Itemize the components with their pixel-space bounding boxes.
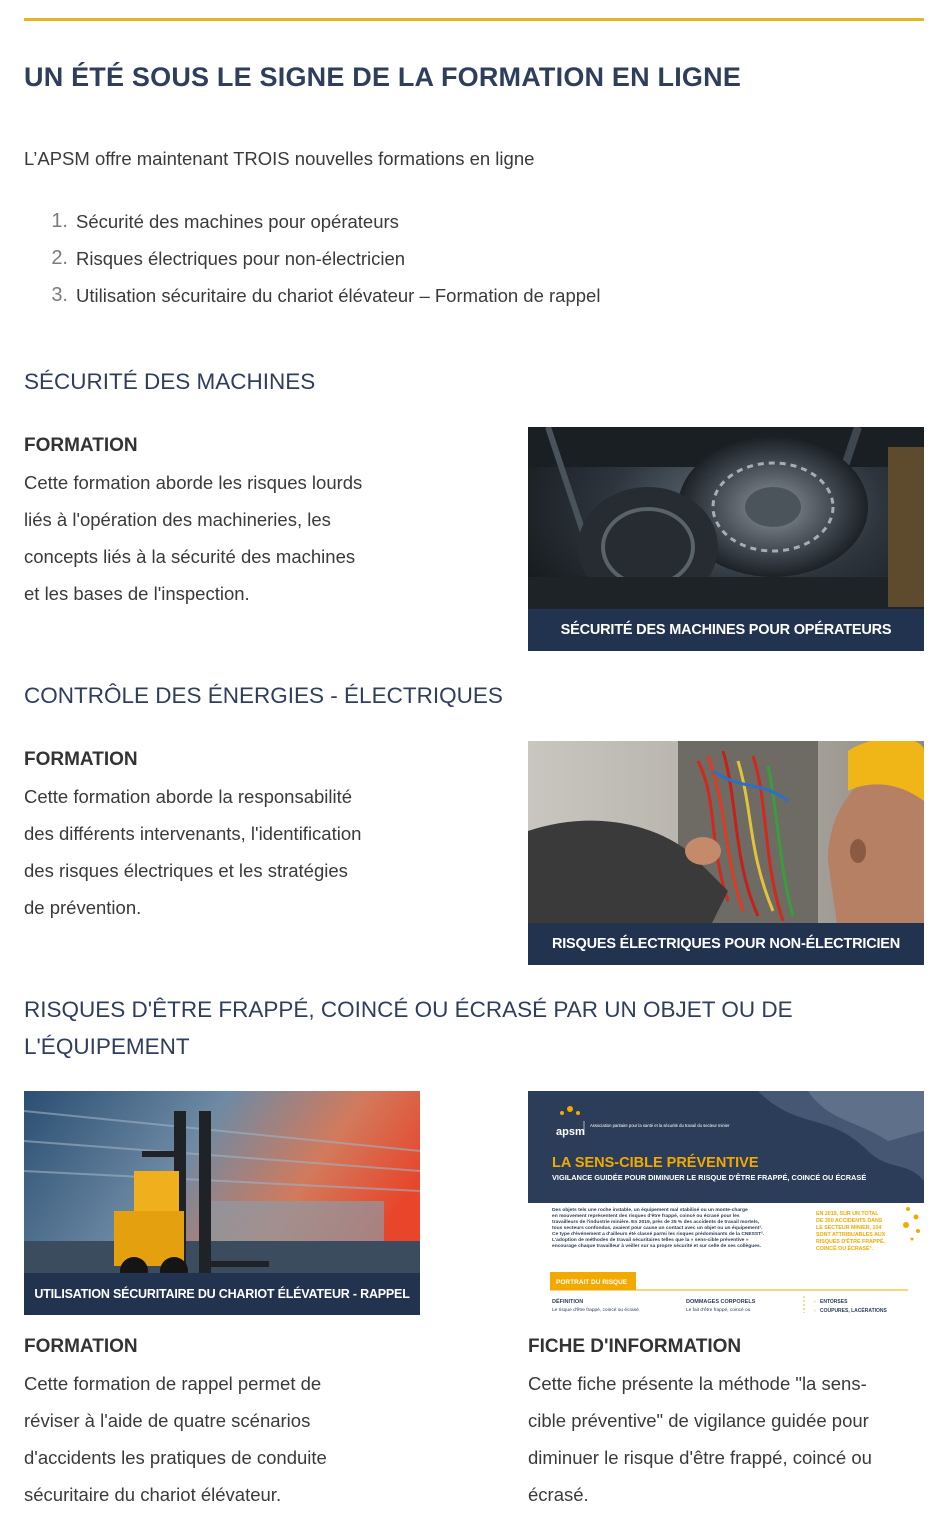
description-forklift	[24, 1365, 327, 1513]
description-line: liés à l'opération des machineries, les	[24, 509, 331, 530]
top-divider	[24, 18, 924, 21]
formation-label-machines: FORMATION	[24, 435, 138, 456]
course-list	[24, 203, 600, 314]
banner-caption-bar	[24, 1273, 420, 1315]
page-title: UN ÉTÉ SOUS LE SIGNE DE LA FORMATION EN LIGNE	[24, 62, 742, 92]
intro-text: L’APSM offre maintenant TROIS nouvelles formations en ligne	[24, 148, 535, 169]
sheet-body-line: Des objets tels une roche instable, un équipement mal stabilisé ou un monte-charge	[552, 1208, 748, 1213]
list-number: 2.	[51, 247, 68, 269]
list-item-label: Risques électriques pour non-électricien	[76, 247, 406, 269]
sheet-body-line: encourage chaque travailleur à veiller sur sa propre sécurité et sur celle de ses collègues.	[552, 1244, 762, 1249]
info-sheet-image	[528, 1091, 924, 1315]
description-energies	[24, 778, 361, 926]
sheet-col1-title: DÉFINITION	[552, 1299, 584, 1305]
description-sheet	[528, 1365, 872, 1513]
list-number: 1.	[51, 210, 68, 232]
section-title-line: L'ÉQUIPEMENT	[24, 1034, 190, 1059]
description-line: de prévention.	[24, 897, 142, 918]
sheet-col2-text: Le fait d'être frappé, coincé ou	[686, 1308, 751, 1313]
section-title-frappe	[24, 991, 793, 1065]
list-item-label: Sécurité des machines pour opérateurs	[76, 210, 399, 232]
description-line: écrasé.	[528, 1484, 589, 1505]
sheet-col3-item: COUPURES, LACÉRATIONS	[820, 1308, 887, 1314]
formation-label-energies: FORMATION	[24, 749, 138, 770]
sheet-col2-title: DOMMAGES CORPORELS	[686, 1299, 756, 1305]
list-item	[24, 240, 600, 277]
description-line: concepts liés à la sécurité des machines	[24, 546, 356, 567]
banner-caption: SÉCURITÉ DES MACHINES POUR OPÉRATEURS	[560, 622, 892, 638]
sheet-body-line: en mouvement représentent des risques d'être frappé, coincé ou écrasé pour les	[552, 1214, 740, 1219]
description-line: d'accidents les pratiques de conduite	[24, 1447, 327, 1468]
forklift-course-banner[interactable]	[24, 1091, 420, 1315]
description-line: des différents intervenants, l'identification	[24, 823, 362, 844]
sheet-stat-line: RISQUES D'ÊTRE FRAPPÉ,	[816, 1239, 885, 1245]
sheet-col3-item: ENTORSES	[820, 1299, 848, 1305]
description-line: des risques électriques et les stratégies	[24, 860, 348, 881]
sheet-stat-line: LE SECTEUR MINIER, 104	[816, 1225, 882, 1231]
section-title-line: RISQUES D'ÊTRE FRAPPÉ, COINCÉ OU ÉCRASÉ PAR UN OBJET OU DE	[24, 997, 793, 1022]
description-line: diminuer le risque d'être frappé, coincé ou	[528, 1447, 872, 1468]
sheet-portrait-tab: PORTRAIT DU RISQUE	[556, 1279, 628, 1286]
sheet-title: LA SENS-CIBLE PRÉVENTIVE	[552, 1155, 759, 1171]
description-line: Cette formation aborde la responsabilité	[24, 786, 353, 807]
description-line: Cette formation de rappel permet de	[24, 1373, 322, 1394]
list-item	[24, 203, 600, 240]
sheet-stat-line: DE 350 ACCIDENTS DANS	[816, 1218, 883, 1224]
sheet-stat-line: SONT ATTRIBUABLES AUX	[816, 1232, 886, 1238]
description-line: et les bases de l'inspection.	[24, 583, 250, 604]
electrical-course-banner[interactable]	[528, 741, 924, 965]
fiche-label: FICHE D'INFORMATION	[528, 1336, 742, 1357]
list-number: 3.	[51, 284, 68, 306]
sheet-body-line: travailleurs de l'industrie minière. En 2019, près de 25 % des accidents de travail mortels,	[552, 1220, 760, 1225]
sheet-org: Association paritaire pour la santé et la sécurité du travail du secteur minier	[590, 1123, 730, 1128]
sheet-brand: apsm	[556, 1126, 585, 1138]
description-line: réviser à l'aide de quatre scénarios	[24, 1410, 311, 1431]
sheet-body-line: tous secteurs confondus, avaient pour cause un contact avec un objet ou un équipement¹.	[552, 1226, 763, 1231]
banner-caption-bar	[528, 609, 924, 651]
svg-text:›: ›	[814, 1308, 816, 1314]
list-item-label: Utilisation sécuritaire du chariot élévateur – Formation de rappel	[76, 284, 601, 306]
description-line: Cette formation aborde les risques lourds	[24, 472, 363, 493]
sheet-subtitle: VIGILANCE GUIDÉE POUR DIMINUER LE RISQUE D'ÊTRE FRAPPÉ, COINCÉ OU ÉCRASÉ	[552, 1173, 867, 1182]
banner-caption-bar	[528, 923, 924, 965]
sheet-body-line: Ce type d'événement a d'ailleurs été classé parmi les risques prédominants de la CNESST².	[552, 1232, 765, 1237]
formation-label-forklift: FORMATION	[24, 1336, 138, 1357]
section-title-machines: SÉCURITÉ DES MACHINES	[24, 369, 316, 394]
banner-caption: UTILISATION SÉCURITAIRE DU CHARIOT ÉLÉVATEUR - RAPPEL	[34, 1287, 410, 1301]
section-title-energies: CONTRÔLE DES ÉNERGIES - ÉLECTRIQUES	[24, 683, 503, 708]
sens-cible-sheet-thumbnail[interactable]	[528, 1091, 924, 1315]
sheet-body-line: L'adoption de méthodes de travail sécuritaires telles que la « sens-cible préventive »	[552, 1238, 749, 1243]
svg-text:›: ›	[814, 1299, 816, 1305]
sheet-col1-text: Le risque d'être frappé, coincé ou écrasé	[552, 1308, 639, 1313]
list-item	[24, 277, 600, 314]
banner-caption: RISQUES ÉLECTRIQUES POUR NON-ÉLECTRICIEN	[551, 936, 901, 952]
sheet-stat-line: COINCÉ OU ÉCRASÉ³.	[816, 1246, 873, 1252]
machines-course-banner[interactable]	[528, 427, 924, 651]
sheet-stat-line: EN 2019, SUR UN TOTAL	[816, 1211, 879, 1217]
description-line: Cette fiche présente la méthode "la sens-	[528, 1373, 867, 1394]
description-machines	[24, 464, 362, 612]
description-line: cible préventive" de vigilance guidée pour	[528, 1410, 869, 1431]
description-line: sécuritaire du chariot élévateur.	[24, 1484, 282, 1505]
